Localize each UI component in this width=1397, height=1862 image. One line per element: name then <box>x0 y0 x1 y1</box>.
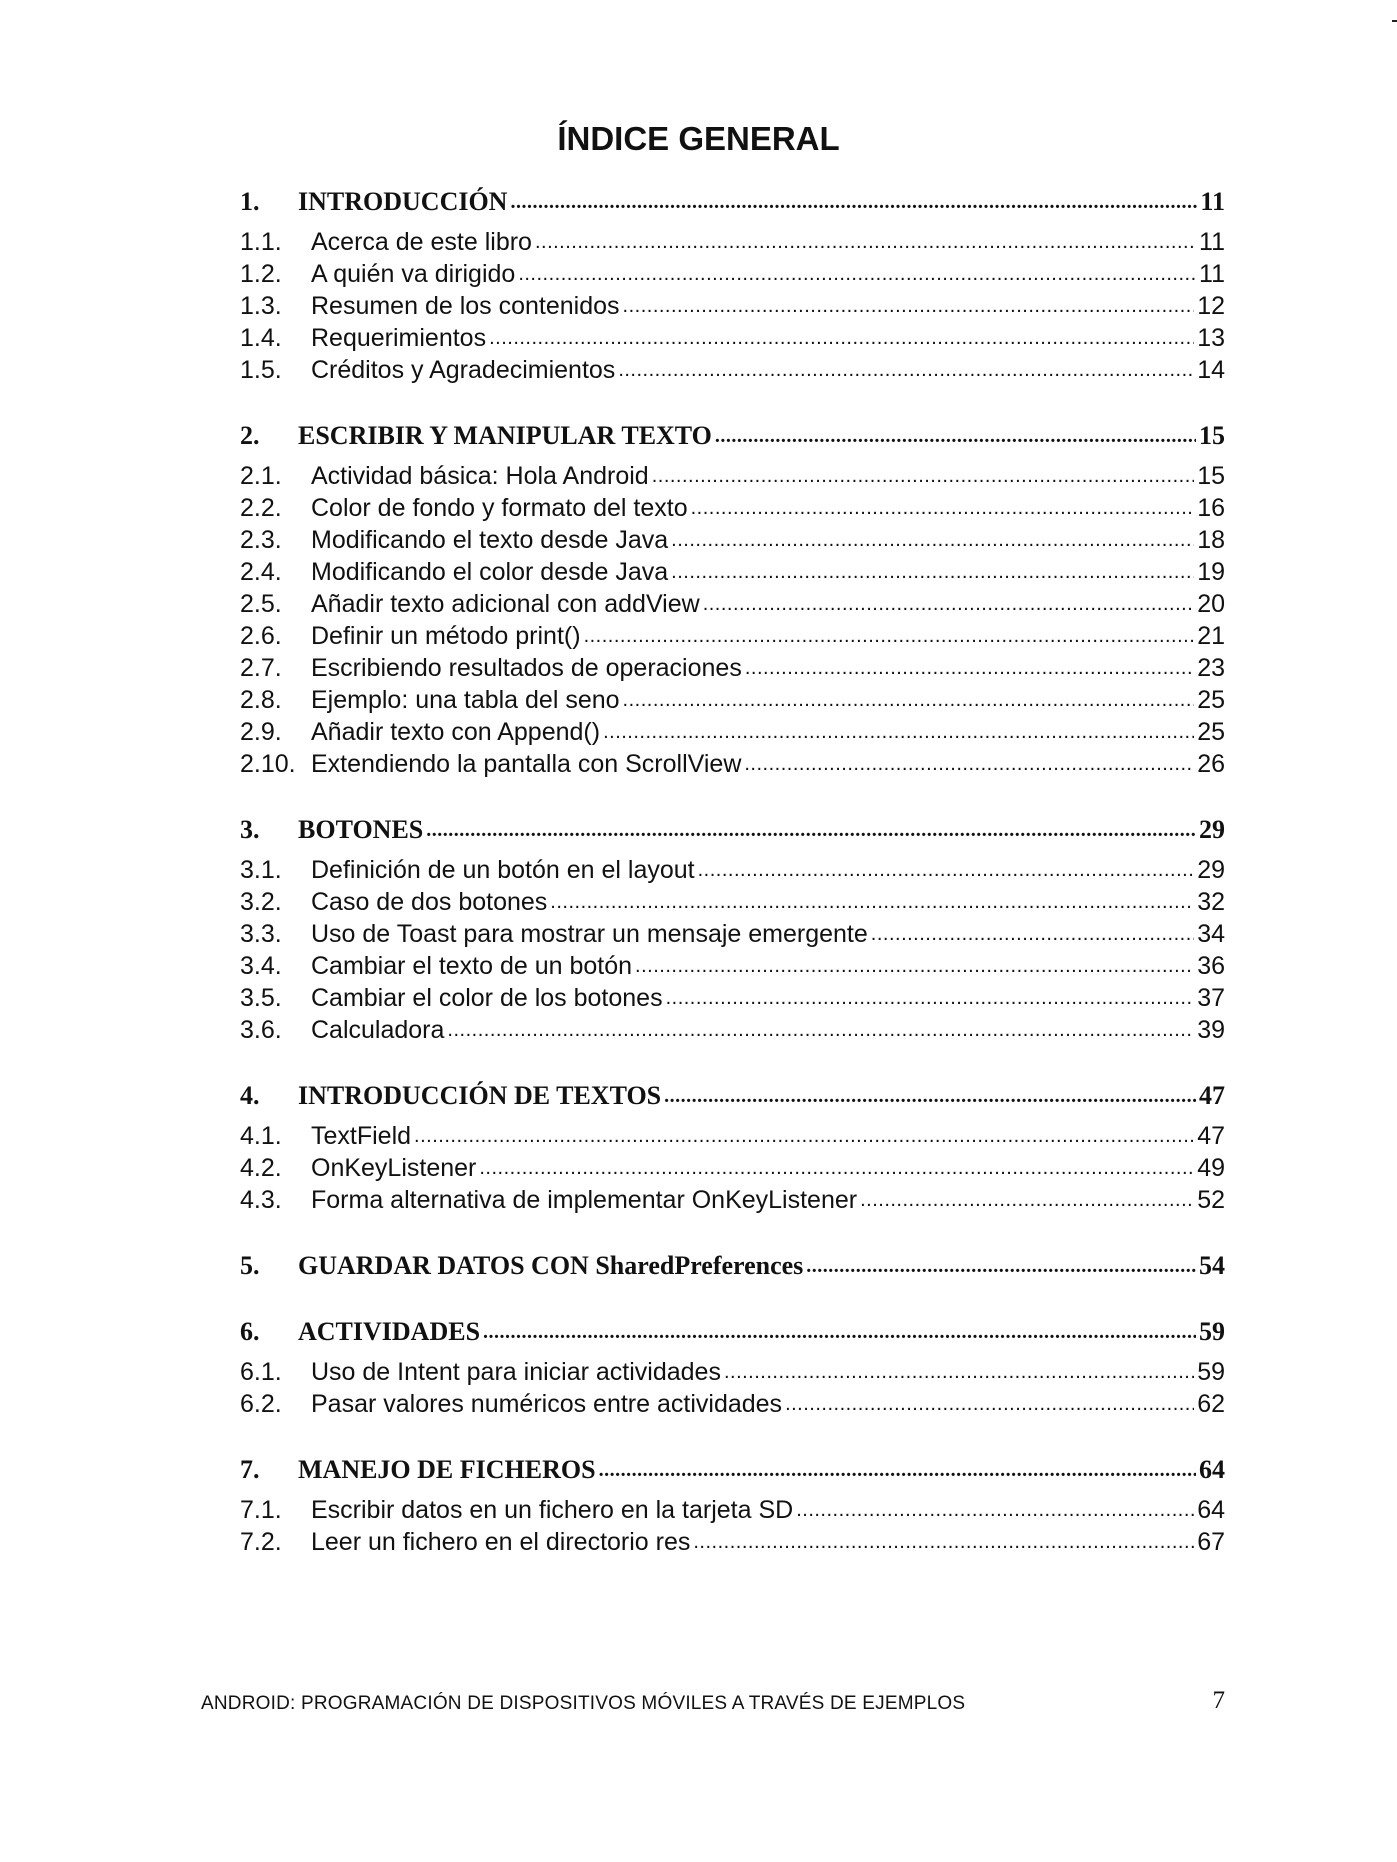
toc-section-row <box>240 1014 1225 1046</box>
section-title: Añadir texto adicional con addView <box>311 590 700 618</box>
dot-leader <box>666 980 1195 1014</box>
section-page-number: 49 <box>1197 1154 1225 1182</box>
chapter-title: INTRODUCCIÓN <box>298 187 508 216</box>
section-title: Definición de un botón en el layout <box>311 856 695 884</box>
section-page-number: 19 <box>1197 558 1225 586</box>
toc-section-row <box>240 1526 1225 1558</box>
toc-section-row <box>240 886 1225 918</box>
section-title: A quién va dirigido <box>311 260 516 288</box>
section-number: 2.1. <box>240 462 282 490</box>
dot-leader <box>447 1012 1194 1046</box>
toc-section-row <box>240 684 1225 716</box>
section-page-number: 11 <box>1199 260 1225 288</box>
dot-leader <box>510 184 1197 218</box>
footer-book-title: ANDROID: PROGRAMACIÓN DE DISPOSITIVOS MÓVILES A TRAVÉS DE EJEMPLOS <box>201 1693 966 1714</box>
page-title: ÍNDICE GENERAL <box>557 120 840 157</box>
section-page-number: 39 <box>1197 1016 1225 1044</box>
section-number: 6.2. <box>240 1390 282 1418</box>
toc-chapter-row <box>240 1250 1225 1282</box>
chapter-page-number: 47 <box>1199 1081 1225 1110</box>
dot-leader <box>671 554 1194 588</box>
chapter-title: ESCRIBIR Y MANIPULAR TEXTO <box>298 421 712 450</box>
section-page-number: 36 <box>1197 952 1225 980</box>
dot-leader <box>703 586 1195 620</box>
dot-leader <box>785 1386 1194 1420</box>
toc-section-row <box>240 1388 1225 1420</box>
chapter-number: 6. <box>240 1317 260 1346</box>
section-title: Actividad básica: Hola Android <box>311 462 649 490</box>
section-page-number: 23 <box>1197 654 1225 682</box>
dot-leader <box>860 1182 1194 1216</box>
dot-leader <box>618 352 1194 386</box>
toc-chapter-row <box>240 186 1225 218</box>
section-number: 2.8. <box>240 686 282 714</box>
chapter-page-number: 29 <box>1199 815 1225 844</box>
section-title: Uso de Intent para iniciar actividades <box>311 1358 721 1386</box>
section-number: 1.3. <box>240 292 282 320</box>
dot-leader <box>489 320 1194 354</box>
dot-leader <box>715 418 1196 452</box>
section-number: 2.9. <box>240 718 282 746</box>
toc-chapter-row <box>240 420 1225 452</box>
dot-leader <box>693 1524 1194 1558</box>
section-page-number: 11 <box>1199 228 1225 256</box>
section-page-number: 52 <box>1197 1186 1225 1214</box>
dot-leader <box>479 1150 1194 1184</box>
dot-leader <box>414 1118 1194 1152</box>
toc-section-row <box>240 1494 1225 1526</box>
chapter-page-number: 11 <box>1200 187 1225 216</box>
toc-section-row <box>240 950 1225 982</box>
toc-section-row <box>240 258 1225 290</box>
toc-section-row <box>240 588 1225 620</box>
dot-leader <box>871 916 1194 950</box>
section-number: 4.3. <box>240 1186 282 1214</box>
section-title: OnKeyListener <box>311 1154 477 1182</box>
section-number: 1.1. <box>240 228 282 256</box>
section-title: Leer un fichero en el directorio res <box>311 1528 691 1556</box>
dot-leader <box>698 852 1195 886</box>
section-page-number: 67 <box>1197 1528 1225 1556</box>
section-number: 7.1. <box>240 1496 282 1524</box>
section-number: 2.7. <box>240 654 282 682</box>
section-number: 3.6. <box>240 1016 282 1044</box>
section-number: 3.4. <box>240 952 282 980</box>
dot-leader <box>599 1452 1196 1486</box>
dot-leader <box>584 618 1195 652</box>
section-page-number: 15 <box>1197 462 1225 490</box>
dot-leader <box>691 490 1195 524</box>
section-number: 4.1. <box>240 1122 282 1150</box>
section-page-number: 12 <box>1197 292 1225 320</box>
dot-leader <box>623 682 1195 716</box>
section-title: Color de fondo y formato del texto <box>311 494 688 522</box>
section-number: 2.4. <box>240 558 282 586</box>
section-number: 1.2. <box>240 260 282 288</box>
toc-section-row <box>240 854 1225 886</box>
footer-page-number: 7 <box>1212 1687 1225 1714</box>
section-title: Escribiendo resultados de operaciones <box>311 654 742 682</box>
section-title: Definir un método print() <box>311 622 581 650</box>
chapter-number: 3. <box>240 815 260 844</box>
dot-leader <box>652 458 1194 492</box>
section-page-number: 16 <box>1197 494 1225 522</box>
dot-leader <box>518 256 1196 290</box>
toc-section-row <box>240 748 1225 780</box>
toc-section-row <box>240 556 1225 588</box>
section-title: Añadir texto con Append() <box>311 718 601 746</box>
section-title: Pasar valores numéricos entre actividades <box>311 1390 783 1418</box>
section-page-number: 29 <box>1197 856 1225 884</box>
section-page-number: 20 <box>1197 590 1225 618</box>
section-title: Ejemplo: una tabla del seno <box>311 686 620 714</box>
toc-section-row <box>240 492 1225 524</box>
section-page-number: 25 <box>1197 718 1225 746</box>
section-number: 3.5. <box>240 984 282 1012</box>
dot-leader <box>806 1248 1196 1282</box>
section-page-number: 26 <box>1197 750 1225 778</box>
section-title: Uso de Toast para mostrar un mensaje emergente <box>311 920 868 948</box>
section-number: 1.5. <box>240 356 282 384</box>
chapter-number: 1. <box>240 187 260 216</box>
chapter-page-number: 15 <box>1199 421 1225 450</box>
section-number: 1.4. <box>240 324 282 352</box>
section-title: Escribir datos en un fichero en la tarjeta SD <box>311 1496 794 1524</box>
section-title: TextField <box>311 1122 412 1150</box>
chapter-title: MANEJO DE FICHEROS <box>298 1455 596 1484</box>
chapter-number: 2. <box>240 421 260 450</box>
dot-leader <box>426 812 1196 846</box>
section-title: Caso de dos botones <box>311 888 548 916</box>
section-title: Modificando el color desde Java <box>311 558 669 586</box>
toc-section-row <box>240 290 1225 322</box>
section-title: Créditos y Agradecimientos <box>311 356 616 384</box>
table-of-contents <box>240 186 1225 1558</box>
toc-section-row <box>240 918 1225 950</box>
chapter-page-number: 59 <box>1199 1317 1225 1346</box>
chapter-title: GUARDAR DATOS CON SharedPreferences <box>298 1251 804 1280</box>
section-title: Calculadora <box>311 1016 445 1044</box>
section-page-number: 37 <box>1197 984 1225 1012</box>
section-number: 6.1. <box>240 1358 282 1386</box>
chapter-number: 5. <box>240 1251 260 1280</box>
section-title: Extendiendo la pantalla con ScrollView <box>311 750 742 778</box>
section-page-number: 14 <box>1197 356 1225 384</box>
toc-chapter-row <box>240 1316 1225 1348</box>
section-number: 3.3. <box>240 920 282 948</box>
toc-section-row <box>240 1356 1225 1388</box>
section-number: 3.1. <box>240 856 282 884</box>
chapter-title: ACTIVIDADES <box>298 1317 481 1346</box>
section-title: Resumen de los contenidos <box>311 292 620 320</box>
toc-section-row <box>240 1184 1225 1216</box>
toc-chapter-row <box>240 1080 1225 1112</box>
section-page-number: 13 <box>1197 324 1225 352</box>
section-title: Requerimientos <box>311 324 487 352</box>
chapter-title: INTRODUCCIÓN DE TEXTOS <box>298 1081 662 1110</box>
dot-leader <box>744 746 1194 780</box>
section-page-number: 34 <box>1197 920 1225 948</box>
crop-mark <box>1392 20 1397 22</box>
section-number: 3.2. <box>240 888 282 916</box>
section-page-number: 59 <box>1197 1358 1225 1386</box>
section-page-number: 47 <box>1197 1122 1225 1150</box>
section-title: Acerca de este libro <box>311 228 532 256</box>
section-page-number: 21 <box>1197 622 1225 650</box>
toc-chapter-row <box>240 814 1225 846</box>
dot-leader <box>724 1354 1194 1388</box>
section-title: Cambiar el texto de un botón <box>311 952 633 980</box>
dot-leader <box>796 1492 1194 1526</box>
section-number: 2.3. <box>240 526 282 554</box>
dot-leader <box>745 650 1194 684</box>
toc-section-row <box>240 226 1225 258</box>
toc-section-row <box>240 1152 1225 1184</box>
section-number: 4.2. <box>240 1154 282 1182</box>
toc-section-row <box>240 620 1225 652</box>
toc-section-row <box>240 354 1225 386</box>
section-title: Cambiar el color de los botones <box>311 984 663 1012</box>
toc-section-row <box>240 982 1225 1014</box>
toc-section-row <box>240 716 1225 748</box>
dot-leader <box>550 884 1194 918</box>
section-title: Forma alternativa de implementar OnKeyListener <box>311 1186 858 1214</box>
section-number: 2.5. <box>240 590 282 618</box>
chapter-page-number: 64 <box>1199 1455 1225 1484</box>
dot-leader <box>635 948 1194 982</box>
chapter-number: 7. <box>240 1455 260 1484</box>
section-page-number: 18 <box>1197 526 1225 554</box>
toc-chapter-row <box>240 1454 1225 1486</box>
toc-section-row <box>240 322 1225 354</box>
dot-leader <box>623 288 1195 322</box>
dot-leader <box>483 1314 1196 1348</box>
toc-section-row <box>240 652 1225 684</box>
chapter-page-number: 54 <box>1199 1251 1225 1280</box>
section-number: 2.2. <box>240 494 282 522</box>
dot-leader <box>535 224 1196 258</box>
section-page-number: 32 <box>1197 888 1225 916</box>
toc-section-row <box>240 460 1225 492</box>
section-number: 7.2. <box>240 1528 282 1556</box>
section-page-number: 25 <box>1197 686 1225 714</box>
dot-leader <box>671 522 1194 556</box>
section-number: 2.10. <box>240 750 296 778</box>
dot-leader <box>603 714 1194 748</box>
section-title: Modificando el texto desde Java <box>311 526 669 554</box>
section-number: 2.6. <box>240 622 282 650</box>
section-page-number: 64 <box>1197 1496 1225 1524</box>
chapter-title: BOTONES <box>298 815 424 844</box>
section-page-number: 62 <box>1197 1390 1225 1418</box>
toc-section-row <box>240 1120 1225 1152</box>
dot-leader <box>664 1078 1196 1112</box>
chapter-number: 4. <box>240 1081 260 1110</box>
toc-section-row <box>240 524 1225 556</box>
